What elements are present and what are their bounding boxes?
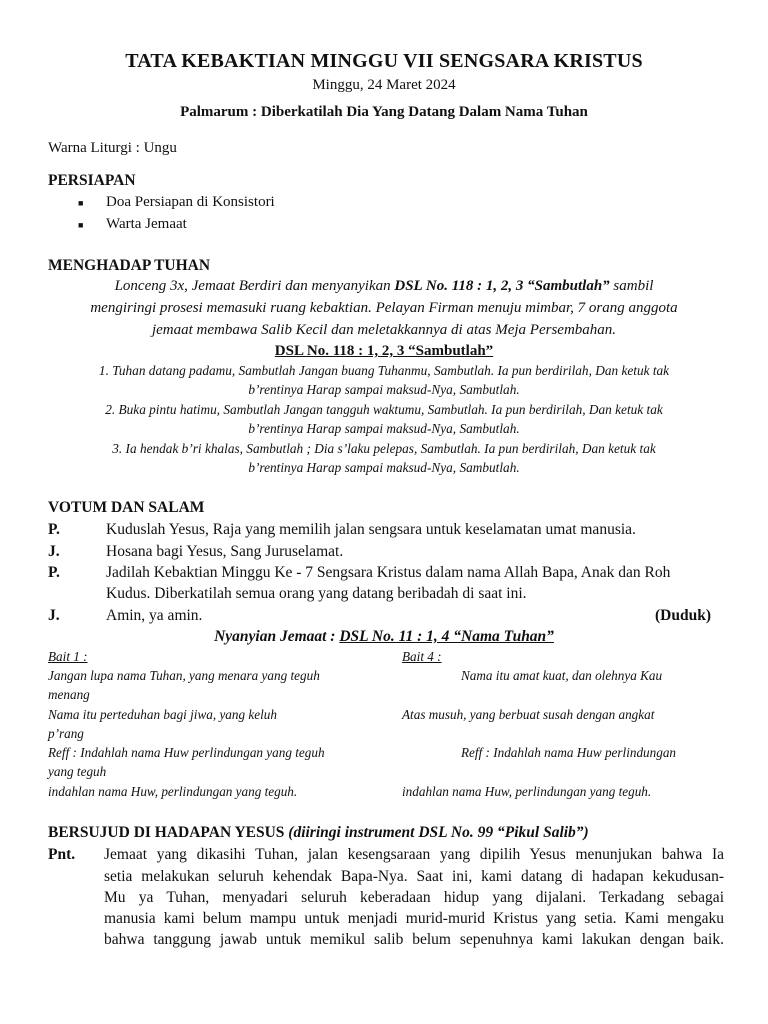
verse-label: Bait 4 : <box>402 649 442 664</box>
hymn-line: Nama itu perteduhan bagi jiwa, yang keluh <box>48 707 277 722</box>
section-heading-menghadap: MENGHADAP TUHAN <box>48 257 211 274</box>
intro-text: Lonceng 3x, Jemaat Berdiri dan menyanyikan <box>114 278 395 294</box>
verse-label: Bait 1 : <box>48 649 88 664</box>
section-heading-persiapan: PERSIAPAN <box>48 172 136 189</box>
hymn-line: Atas musuh, yang berbuat susah dengan angkat <box>402 707 655 722</box>
section-heading-note: (diiringi instrument DSL No. 99 “Pikul Salib”) <box>284 824 589 841</box>
posture-note: (Duduk) <box>655 607 711 624</box>
list-item: Doa Persiapan di Konsistori <box>106 194 275 210</box>
paragraph-line: bahwa tanggung jawab untuk memikul salib belum sepenuhnya kami lakukan dengan baik. <box>104 931 724 948</box>
speaker-label: J. <box>48 543 60 560</box>
verse-line: 3. Ia hendak b’ri khalas, Sambutlah ; Dia s’laku pelepas, Sambutlah. Ia pun berdirilah, Dan ketuk tak <box>112 441 656 456</box>
list-item: Warta Jemaat <box>106 216 187 232</box>
speaker-label: P. <box>48 521 60 538</box>
response-text: Amin, ya amin. <box>106 607 203 624</box>
intro-text: sambil <box>609 278 654 294</box>
paragraph-line: manusia kami belum mampu untuk menjadi murid-murid Kristus yang setia. Kami mengaku <box>104 910 724 927</box>
response-text: Hosana bagi Yesus, Sang Juruselamat. <box>106 543 344 560</box>
service-theme: Palmarum : Diberkatilah Dia Yang Datang Dalam Nama Tuhan <box>180 104 588 120</box>
document-title: TATA KEBAKTIAN MINGGU VII SENGSARA KRISTUS <box>125 50 643 72</box>
song-title <box>0 343 768 360</box>
response-text: Kudus. Diberkatilah semua orang yang datang beribadah di saat ini. <box>106 585 527 602</box>
hymn-line: Nama itu amat kuat, dan olehnya Kau <box>461 668 663 683</box>
paragraph-line: Mu ya Tuhan, menyadari seluruh keberadaan hidup yang dijalani. Terkadang sebagai <box>104 889 724 906</box>
intro-line <box>0 278 768 295</box>
verse-line: b’rentinya Harap sampai maksud-Nya, Sambutlah. <box>248 382 520 397</box>
intro-song-ref: DSL No. 118 : 1, 2, 3 “Sambutlah” <box>394 278 610 294</box>
verse-line: 1. Tuhan datang padamu, Sambutlah Jangan buang Tuhanmu, Sambutlah. Ia pun berdirilah, Dan ketuk tak <box>98 363 670 378</box>
hymn-line: Jangan lupa nama Tuhan, yang menara yang teguh <box>48 668 320 683</box>
hymn-line: yang teguh <box>48 764 107 779</box>
verse-line: b’rentinya Harap sampai maksud-Nya, Sambutlah. <box>248 460 520 475</box>
bullet-icon: ■ <box>78 220 84 230</box>
bullet-icon: ■ <box>78 198 84 208</box>
intro-line: mengiringi prosesi memasuki ruang kebaktian. Pelayan Firman menuju mimbar, 7 orang anggota <box>90 300 678 316</box>
hymn-title-label: Nyanyian Jemaat : <box>214 628 340 645</box>
hymn-line: p’rang <box>48 726 84 741</box>
paragraph-line: Jemaat yang dikasihi Tuhan, jalan kesengsaraan yang dipilih Yesus menunjukan bahwa Ia <box>104 846 724 863</box>
hymn-title <box>0 628 768 646</box>
liturgy-color: Warna Liturgi : Ungu <box>48 140 177 156</box>
response-text: Jadilah Kebaktian Minggu Ke - 7 Sengsara Kristus dalam nama Allah Bapa, Anak dan Roh <box>106 564 671 581</box>
hymn-title-ref: DSL No. 11 : 1, 4 “Nama Tuhan” <box>339 628 554 645</box>
hymn-line: indahlan nama Huw, perlindungan yang teguh. <box>48 784 298 799</box>
speaker-label: P. <box>48 564 60 581</box>
paragraph-line: setia melakukan seluruh kehendak Bapa-Nya. Saat ini, kami datang di hadapan kekudusan- <box>104 868 724 885</box>
hymn-line: menang <box>48 687 90 702</box>
section-heading-text: BERSUJUD DI HADAPAN YESUS <box>48 824 285 841</box>
hymn-line: Reff : Indahlah nama Huw perlindungan <box>461 745 677 760</box>
song-title-text: DSL No. 118 : 1, 2, 3 “Sambutlah” <box>274 343 494 359</box>
verse-line: b’rentinya Harap sampai maksud-Nya, Sambutlah. <box>248 421 520 436</box>
speaker-label: Pnt. <box>48 846 76 863</box>
section-heading-votum: VOTUM DAN SALAM <box>48 499 205 516</box>
response-text: Kuduslah Yesus, Raja yang memilih jalan sengsara untuk keselamatan umat manusia. <box>106 521 636 538</box>
section-heading-bersujud <box>48 824 589 842</box>
verse-line: 2. Buka pintu hatimu, Sambutlah Jangan tangguh waktumu, Sambutlah. Ia pun berdirilah, Dan ketuk tak <box>105 402 663 417</box>
hymn-line: Reff : Indahlah nama Huw perlindungan yang teguh <box>48 745 325 760</box>
service-date: Minggu, 24 Maret 2024 <box>312 77 456 93</box>
intro-line: jemaat membawa Salib Kecil dan meletakkannya di atas Meja Persembahan. <box>151 322 617 338</box>
speaker-label: J. <box>48 607 60 624</box>
hymn-line: indahlan nama Huw, perlindungan yang teguh. <box>402 784 652 799</box>
